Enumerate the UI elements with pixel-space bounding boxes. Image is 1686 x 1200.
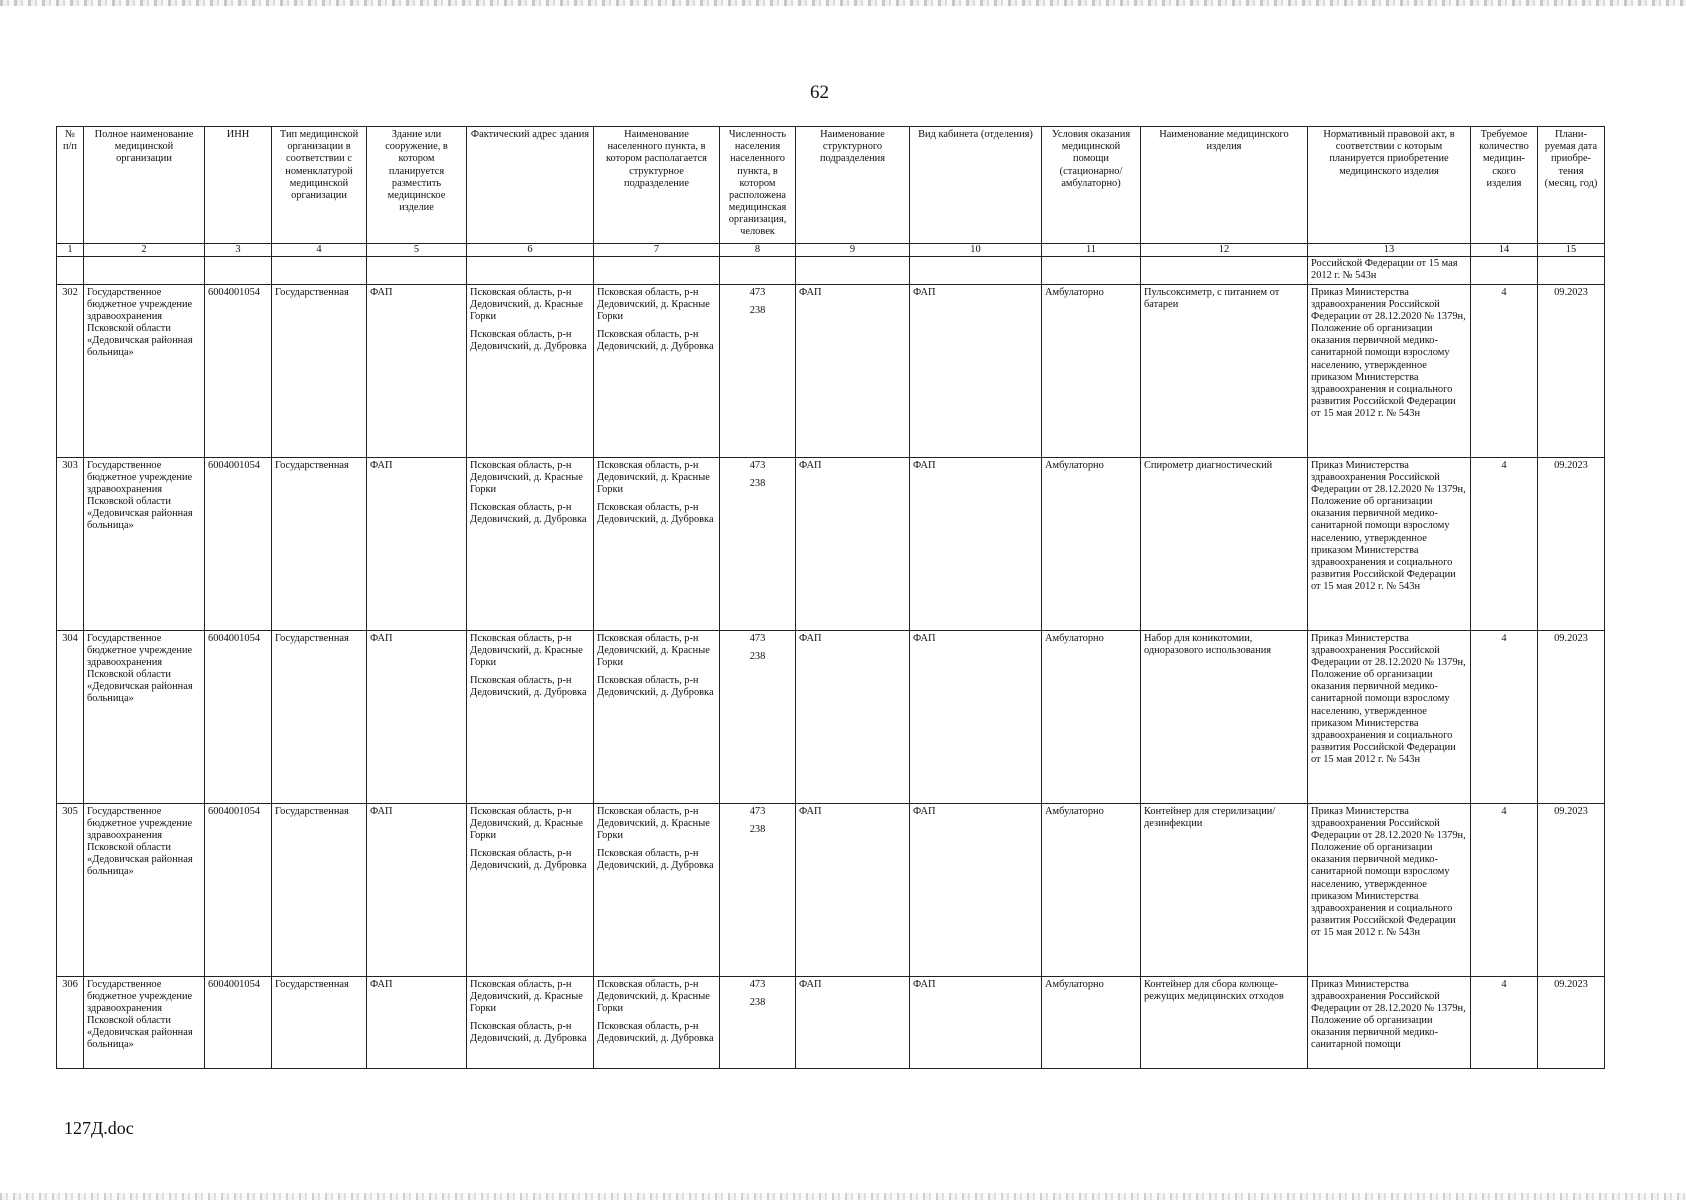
regulatory-act: Приказ Министерства здравоохранения Российской Федерации от 28.12.2020 № 1379н, Положение об организации оказания первичной медико-санитарной помощи — [1308, 976, 1471, 1068]
address-line: Псковская область, р-н Дедовичский, д. Дубровка — [470, 329, 587, 353]
care-conditions: Амбулаторно — [1042, 284, 1141, 457]
column-number: 2 — [84, 244, 205, 257]
organization-name: Государственное бюджетное учреждение здравоохранения Псковской области «Дедовичская районная больница» — [84, 976, 205, 1068]
cabinet-type: ФАП — [910, 457, 1042, 630]
header-cell: Численность населения населенного пункта, в котором расположена медицинская организация, человек — [720, 127, 796, 244]
column-number: 14 — [1471, 244, 1538, 257]
regulatory-act: Приказ Министерства здравоохранения Российской Федерации от 28.12.2020 № 1379н, Положение об организации оказания первичной медико-санитарной помощи взрослому населению, утвержденное приказом Министерства здравоохранения и социального развития Российской Федерации от 15 мая 2012 г. № 543н — [1308, 457, 1471, 630]
care-conditions: Амбулаторно — [1042, 457, 1141, 630]
organization-type: Государственная — [272, 803, 367, 976]
organization-name: Государственное бюджетное учреждение здравоохранения Псковской области «Дедовичская районная больница» — [84, 457, 205, 630]
regulatory-act: Приказ Министерства здравоохранения Российской Федерации от 28.12.2020 № 1379н, Положение об организации оказания первичной медико-санитарной помощи взрослому населению, утвержденное приказом Министерства здравоохранения и социального развития Российской Федерации от 15 мая 2012 г. № 543н — [1308, 630, 1471, 803]
address-line: Псковская область, р-н Дедовичский, д. Дубровка — [470, 502, 587, 526]
organization-name: Государственное бюджетное учреждение здравоохранения Псковской области «Дедовичская районная больница» — [84, 284, 205, 457]
header-cell: Полное наименование медицинской организации — [84, 127, 205, 244]
regulatory-act: Приказ Министерства здравоохранения Российской Федерации от 28.12.2020 № 1379н, Положение об организации оказания первичной медико-санитарной помощи взрослому населению, утвержденное приказом Министерства здравоохранения и социального развития Российской Федерации от 15 мая 2012 г. № 543н — [1308, 803, 1471, 976]
population-cell — [720, 457, 796, 630]
actual-address-cell — [467, 630, 594, 803]
actual-address-cell — [467, 457, 594, 630]
locality-cell — [594, 803, 720, 976]
required-quantity: 4 — [1471, 630, 1538, 803]
planned-date: 09.2023 — [1538, 630, 1605, 803]
address-line: Псковская область, р-н Дедовичский, д. Красные Горки — [470, 632, 583, 668]
table-row — [57, 976, 1605, 1068]
medical-device-name: Контейнер для стерилизации/дезинфекции — [1141, 803, 1308, 976]
organization-type: Государственная — [272, 457, 367, 630]
address-line: Псковская область, р-н Дедовичский, д. Дубровка — [470, 675, 587, 699]
organization-name: Государственное бюджетное учреждение здравоохранения Псковской области «Дедовичская районная больница» — [84, 630, 205, 803]
cabinet-type: ФАП — [910, 803, 1042, 976]
planned-date: 09.2023 — [1538, 803, 1605, 976]
address-line: Псковская область, р-н Дедовичский, д. Красные Горки — [470, 286, 583, 322]
header-cell: Наименование медицинского изделия — [1141, 127, 1308, 244]
inn-value: 6004001054 — [205, 284, 272, 457]
locality-cell — [594, 457, 720, 630]
table-row — [57, 457, 1605, 630]
organization-type: Государственная — [272, 630, 367, 803]
address-line: Псковская область, р-н Дедовичский, д. Красные Горки — [470, 978, 583, 1014]
column-number: 13 — [1308, 244, 1471, 257]
locality-cell — [594, 976, 720, 1068]
structural-unit: ФАП — [796, 976, 910, 1068]
population-value: 238 — [749, 650, 766, 662]
header-cell: Тип медицинской организации в соответствии с номенклатурой медицинской организации — [272, 127, 367, 244]
header-cell: Плани-руемая дата приобре-тения (месяц, год) — [1538, 127, 1605, 244]
header-cell: Условия оказания медицинской помощи (стационарно/ амбулаторно) — [1042, 127, 1141, 244]
building-name: ФАП — [367, 803, 467, 976]
regulatory-act: Приказ Министерства здравоохранения Российской Федерации от 28.12.2020 № 1379н, Положение об организации оказания первичной медико-санитарной помощи взрослому населению, утвержденное приказом Министерства здравоохранения и социального развития Российской Федерации от 15 мая 2012 г. № 543н — [1308, 284, 1471, 457]
row-number: 302 — [57, 284, 84, 457]
scan-edge-bottom — [0, 1193, 1686, 1200]
locality-line: Псковская область, р-н Дедовичский, д. Дубровка — [597, 675, 714, 699]
column-number: 10 — [910, 244, 1042, 257]
footer-filename: 127Д.doc — [64, 1118, 134, 1138]
building-name: ФАП — [367, 976, 467, 1068]
continuation-act-text: Российской Федерации от 15 мая 2012 г. № 543н — [1308, 257, 1471, 284]
header-cell: № п/п — [57, 127, 84, 244]
header-cell: Здание или сооружение, в котором планируется разместить медицинское изделие — [367, 127, 467, 244]
inn-value: 6004001054 — [205, 630, 272, 803]
inn-value: 6004001054 — [205, 803, 272, 976]
required-quantity: 4 — [1471, 803, 1538, 976]
population-value: 238 — [749, 304, 766, 316]
column-number-row — [57, 244, 1605, 257]
locality-cell — [594, 284, 720, 457]
header-cell: Требуемое количество медицин-ского изделия — [1471, 127, 1538, 244]
column-number: 4 — [272, 244, 367, 257]
continuation-row — [57, 257, 1605, 284]
table-row — [57, 284, 1605, 457]
cabinet-type: ФАП — [910, 630, 1042, 803]
population-cell — [720, 803, 796, 976]
organization-name: Государственное бюджетное учреждение здравоохранения Псковской области «Дедовичская районная больница» — [84, 803, 205, 976]
row-number: 304 — [57, 630, 84, 803]
header-cell: ИНН — [205, 127, 272, 244]
column-number: 11 — [1042, 244, 1141, 257]
structural-unit: ФАП — [796, 803, 910, 976]
medical-devices-table — [56, 126, 1605, 1069]
care-conditions: Амбулаторно — [1042, 630, 1141, 803]
page-number: 62 — [810, 82, 829, 103]
column-number: 8 — [720, 244, 796, 257]
row-number: 305 — [57, 803, 84, 976]
locality-line: Псковская область, р-н Дедовичский, д. Красные Горки — [597, 805, 710, 841]
table-header-row — [57, 127, 1605, 244]
locality-line: Псковская область, р-н Дедовичский, д. Дубровка — [597, 329, 714, 353]
population-cell — [720, 976, 796, 1068]
locality-cell — [594, 630, 720, 803]
header-cell: Вид кабинета (отделения) — [910, 127, 1042, 244]
required-quantity: 4 — [1471, 457, 1538, 630]
header-cell: Наименование структурного подразделения — [796, 127, 910, 244]
population-value: 473 — [749, 459, 766, 471]
address-line: Псковская область, р-н Дедовичский, д. Дубровка — [470, 848, 587, 872]
required-quantity: 4 — [1471, 976, 1538, 1068]
required-quantity: 4 — [1471, 284, 1538, 457]
column-number: 12 — [1141, 244, 1308, 257]
header-cell: Наименование населенного пункта, в котором располагается структурное подразделение — [594, 127, 720, 244]
address-line: Псковская область, р-н Дедовичский, д. Красные Горки — [470, 459, 583, 495]
scan-edge-top — [0, 0, 1686, 6]
medical-device-name: Набор для коникотомии, одноразового использования — [1141, 630, 1308, 803]
medical-device-name: Спирометр диагностический — [1141, 457, 1308, 630]
medical-device-name: Контейнер для сбора колюще-режущих медицинских отходов — [1141, 976, 1308, 1068]
inn-value: 6004001054 — [205, 976, 272, 1068]
locality-line: Псковская область, р-н Дедовичский, д. Красные Горки — [597, 459, 710, 495]
locality-line: Псковская область, р-н Дедовичский, д. Красные Горки — [597, 632, 710, 668]
locality-line: Псковская область, р-н Дедовичский, д. Красные Горки — [597, 978, 710, 1014]
population-value: 473 — [749, 805, 766, 817]
population-value: 473 — [749, 632, 766, 644]
cabinet-type: ФАП — [910, 976, 1042, 1068]
row-number: 306 — [57, 976, 84, 1068]
column-number: 7 — [594, 244, 720, 257]
column-number: 1 — [57, 244, 84, 257]
structural-unit: ФАП — [796, 457, 910, 630]
planned-date: 09.2023 — [1538, 457, 1605, 630]
locality-line: Псковская область, р-н Дедовичский, д. Дубровка — [597, 502, 714, 526]
actual-address-cell — [467, 803, 594, 976]
organization-type: Государственная — [272, 976, 367, 1068]
actual-address-cell — [467, 284, 594, 457]
population-cell — [720, 284, 796, 457]
medical-device-name: Пульсоксиметр, с питанием от батареи — [1141, 284, 1308, 457]
population-cell — [720, 630, 796, 803]
population-value: 238 — [749, 823, 766, 835]
header-cell: Нормативный правовой акт, в соответствии с которым планируется приобретение медицинского изделия — [1308, 127, 1471, 244]
organization-type: Государственная — [272, 284, 367, 457]
population-value: 473 — [749, 978, 766, 990]
cabinet-type: ФАП — [910, 284, 1042, 457]
population-value: 473 — [749, 286, 766, 298]
locality-line: Псковская область, р-н Дедовичский, д. Дубровка — [597, 848, 714, 872]
table-row — [57, 803, 1605, 976]
building-name: ФАП — [367, 284, 467, 457]
column-number: 6 — [467, 244, 594, 257]
care-conditions: Амбулаторно — [1042, 803, 1141, 976]
planned-date: 09.2023 — [1538, 284, 1605, 457]
table-row — [57, 630, 1605, 803]
locality-line: Псковская область, р-н Дедовичский, д. Красные Горки — [597, 286, 710, 322]
structural-unit: ФАП — [796, 630, 910, 803]
actual-address-cell — [467, 976, 594, 1068]
planned-date: 09.2023 — [1538, 976, 1605, 1068]
header-cell: Фактический адрес здания — [467, 127, 594, 244]
column-number: 9 — [796, 244, 910, 257]
building-name: ФАП — [367, 457, 467, 630]
structural-unit: ФАП — [796, 284, 910, 457]
address-line: Псковская область, р-н Дедовичский, д. Красные Горки — [470, 805, 583, 841]
row-number: 303 — [57, 457, 84, 630]
locality-line: Псковская область, р-н Дедовичский, д. Дубровка — [597, 1021, 714, 1045]
inn-value: 6004001054 — [205, 457, 272, 630]
column-number: 3 — [205, 244, 272, 257]
column-number: 15 — [1538, 244, 1605, 257]
address-line: Псковская область, р-н Дедовичский, д. Дубровка — [470, 1021, 587, 1045]
care-conditions: Амбулаторно — [1042, 976, 1141, 1068]
column-number: 5 — [367, 244, 467, 257]
population-value: 238 — [749, 996, 766, 1008]
building-name: ФАП — [367, 630, 467, 803]
population-value: 238 — [749, 477, 766, 489]
